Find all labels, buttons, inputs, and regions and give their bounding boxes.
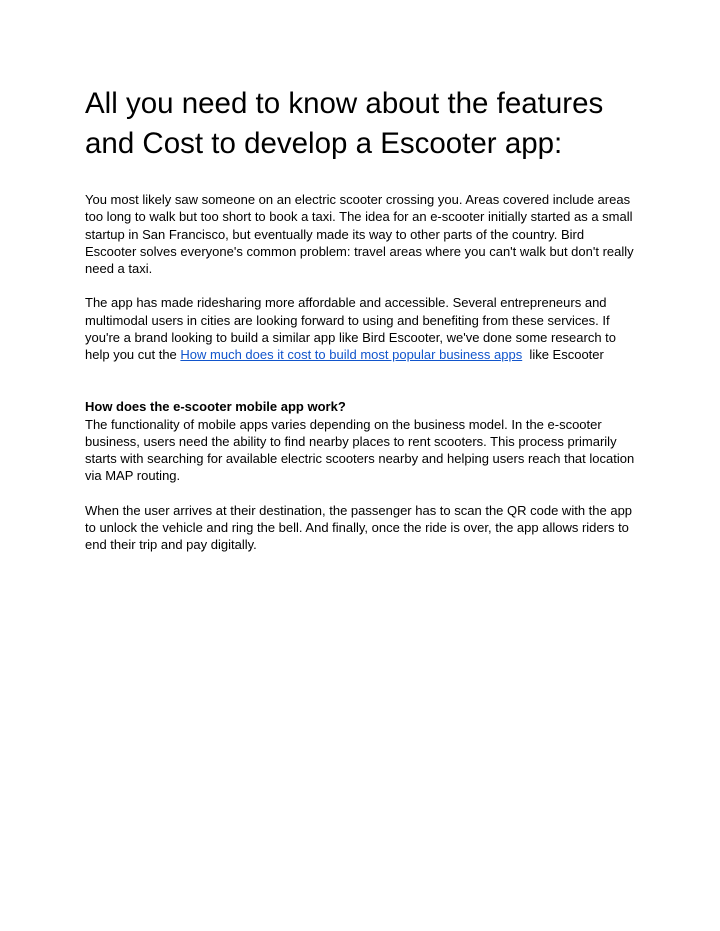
third-line: via MAP routing.	[85, 468, 181, 484]
third-line: starts with searching for available electric scooters nearby and helping users reach that location	[85, 451, 635, 466]
title-line-2: and Cost to develop a Escooter app:	[85, 127, 563, 160]
fourth-paragraph	[85, 502, 634, 554]
second-line: multimodal users in cities are looking forward to using and benefiting from these services. If	[85, 312, 610, 328]
fourth-line: to unlock the vehicle and ring the bell. And finally, once the ride is over, the app allows riders to	[85, 519, 629, 535]
intro-line: startup in San Francisco, but eventually made its way to other parts of the country. Bird	[85, 226, 585, 242]
second-line: you're a brand looking to build a similar app like Bird Escooter, we've done some research to	[85, 329, 617, 345]
intro-line: need a taxi.	[85, 261, 153, 276]
intro-paragraph	[85, 191, 634, 277]
intro-line: Escooter solves everyone's common problem: travel areas where you can't walk but don't really	[85, 243, 634, 259]
third-line: The functionality of mobile apps varies depending on the business model. In the e-scooter	[85, 416, 602, 432]
title-line-1: All you need to know about the features	[85, 87, 604, 120]
fourth-line: When the user arrives at their destination, the passenger has to scan the QR code with the app	[85, 502, 633, 518]
second-last-suffix: like Escooter	[522, 347, 604, 362]
second-last-line	[85, 346, 634, 363]
intro-line: too long to walk but too short to book a taxi. The idea for an e-scooter initially started as a small	[85, 209, 633, 225]
cost-article-link[interactable]: How much does it cost to build most popular business apps	[180, 347, 523, 362]
third-line: business, users need the ability to find nearby places to rent scooters. This process primarily	[85, 433, 617, 449]
document-title	[85, 84, 634, 164]
second-last-prefix: help you cut the	[85, 347, 181, 362]
second-line: The app has made ridesharing more affordable and accessible. Several entrepreneurs and	[85, 295, 607, 311]
third-paragraph	[85, 416, 634, 485]
intro-line: You most likely saw someone on an electric scooter crossing you. Areas covered include areas	[85, 192, 631, 207]
second-paragraph	[85, 294, 634, 363]
fourth-line: end their trip and pay digitally.	[85, 537, 257, 552]
section-heading: How does the e-scooter mobile app work?	[85, 399, 346, 415]
